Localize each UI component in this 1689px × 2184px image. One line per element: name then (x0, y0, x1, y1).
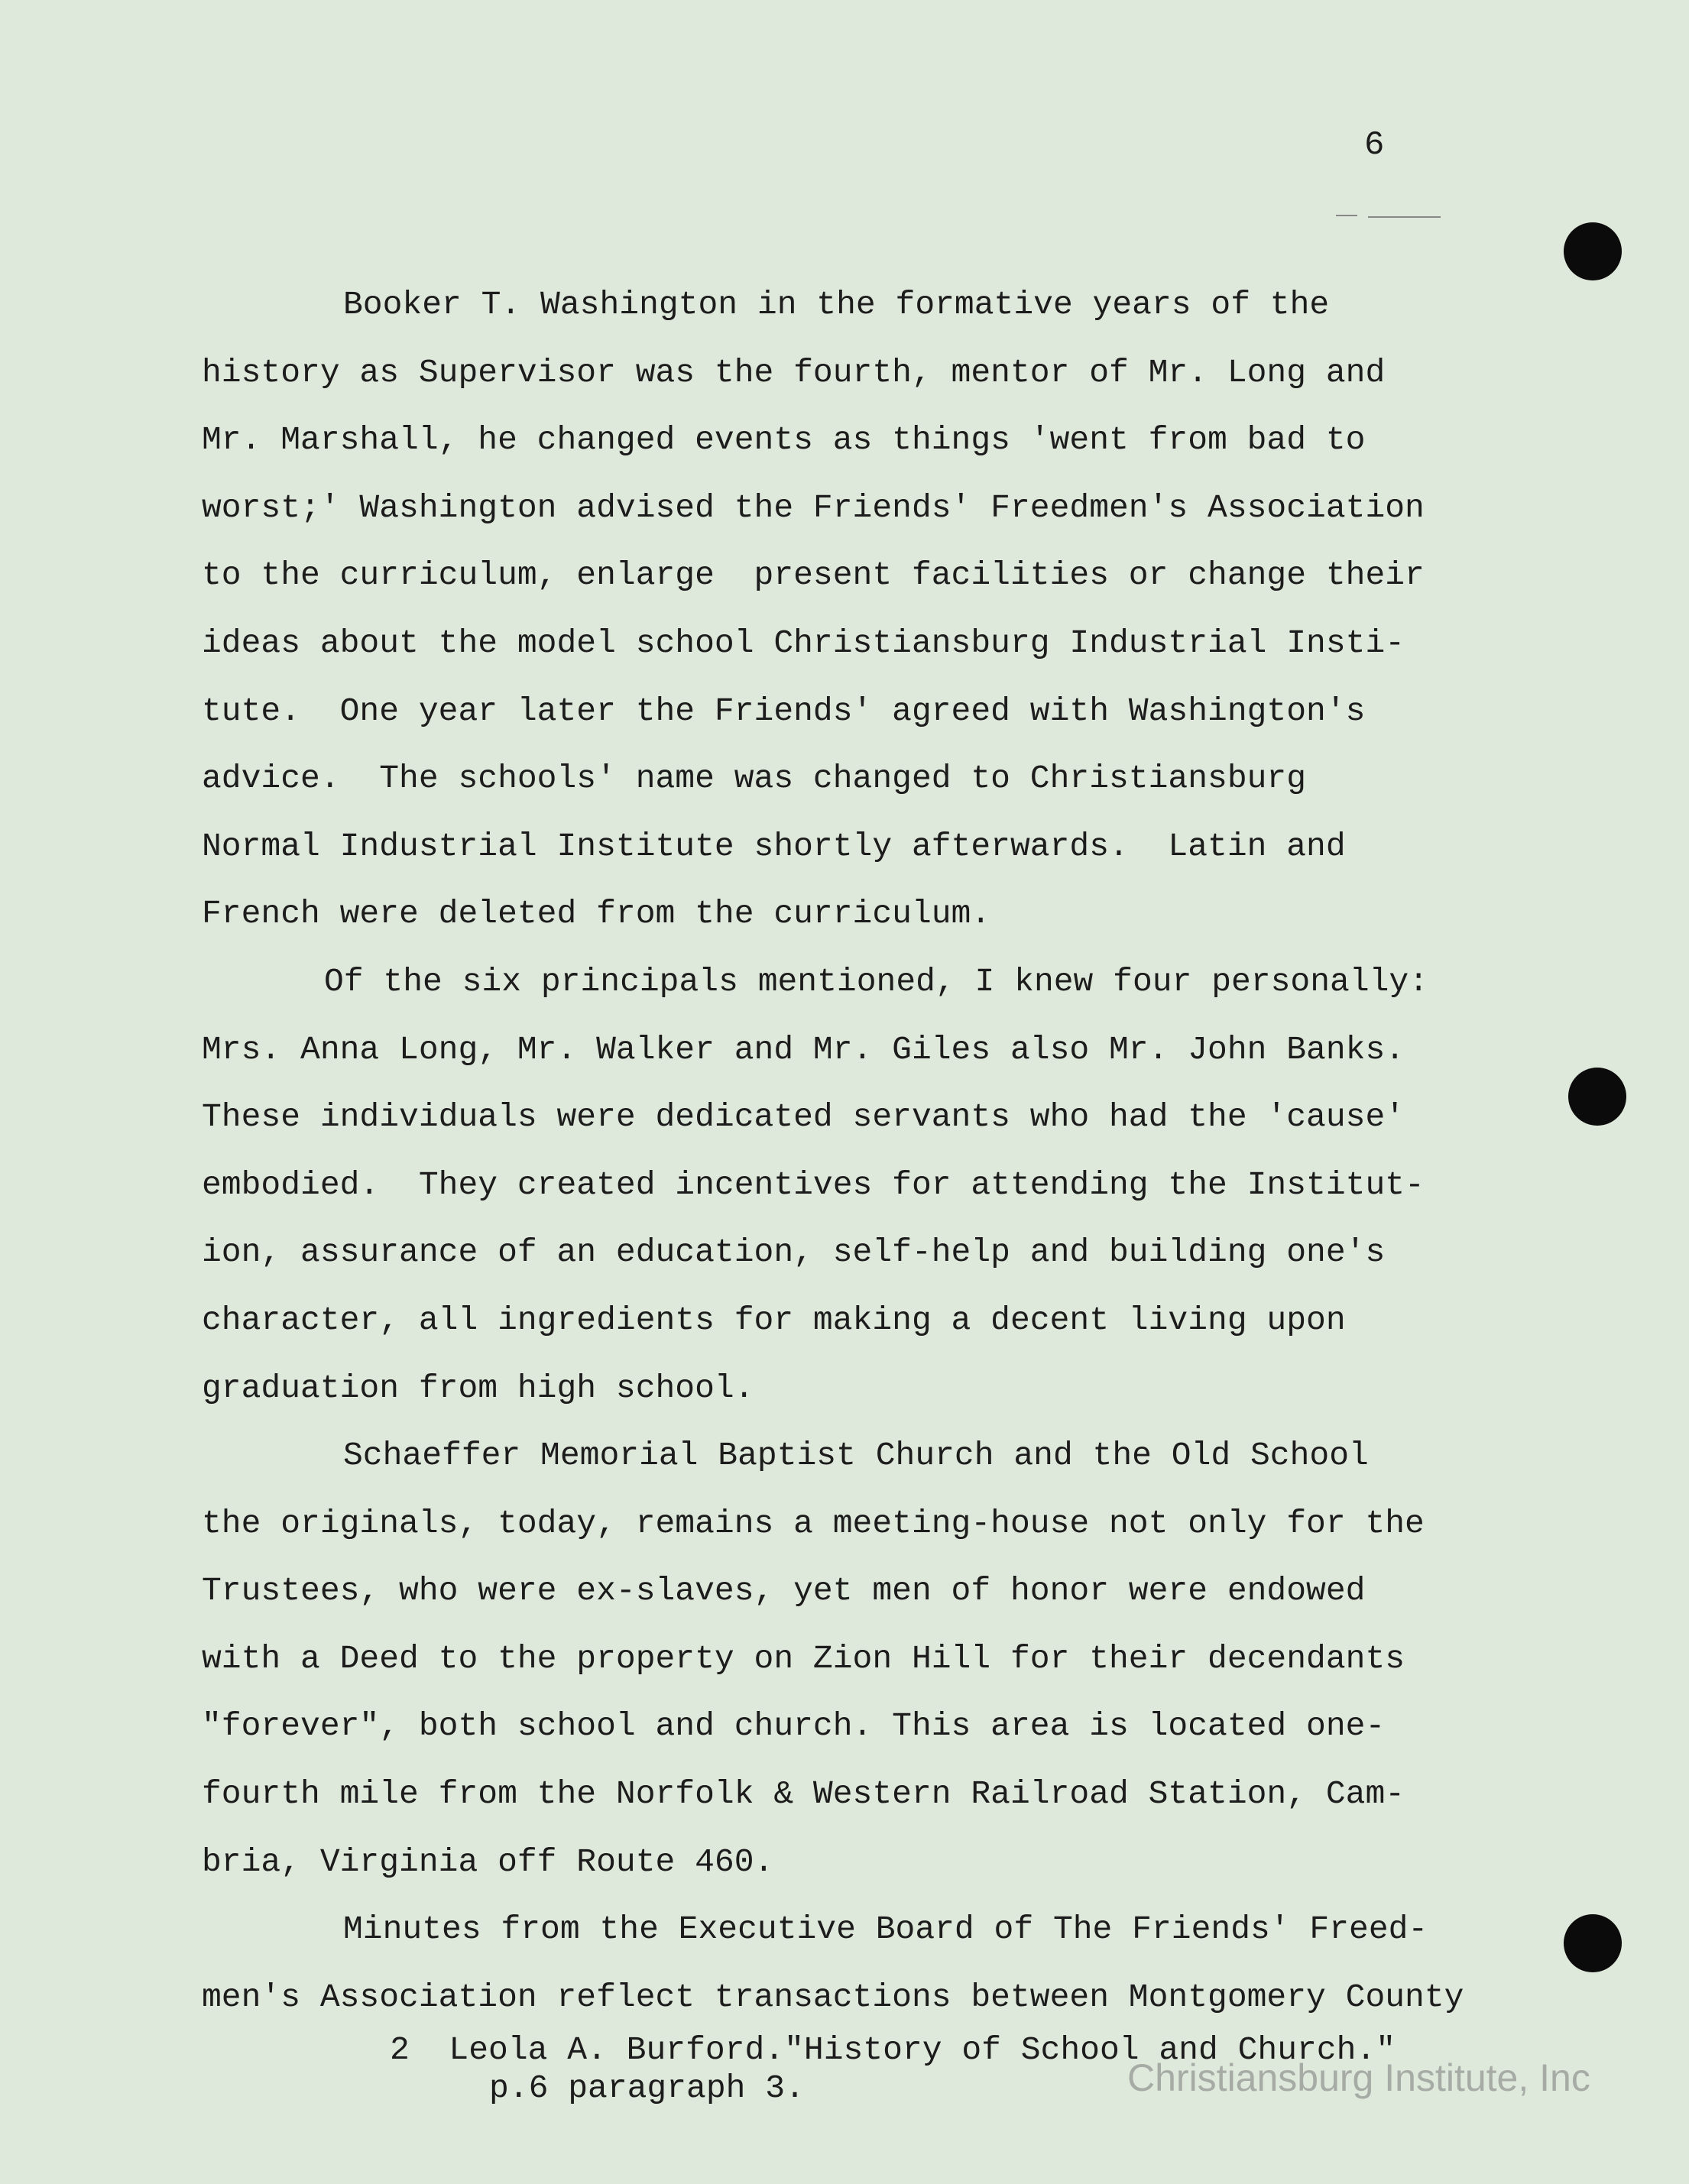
paragraph-3-line: bria, Virginia off Route 460. (202, 1842, 774, 1881)
paragraph-3-line: fourth mile from the Norfolk & Western Railroad Station, Cam- (202, 1775, 1405, 1813)
watermark: Christiansburg Institute, Inc (1127, 2056, 1590, 2099)
paper-speck (1368, 216, 1441, 218)
footnote-citation: 2 Leola A. Burford."History of School and Church." (390, 2031, 1396, 2069)
paragraph-4-line: men's Association reflect transactions between Montgomery County (202, 1978, 1464, 2016)
paragraph-2-line: character, all ingredients for making a decent living upon (202, 1301, 1346, 1339)
paragraph-1-line: tute. One year later the Friends' agreed with Washington's (202, 692, 1366, 730)
paragraph-2-line: These individuals were dedicated servants who had the 'cause' (202, 1098, 1405, 1136)
footnote-page-reference: p.6 paragraph 3. (489, 2069, 805, 2107)
punch-hole-middle (1568, 1068, 1626, 1126)
paragraph-1-line: advice. The schools' name was changed to Christiansburg (202, 760, 1307, 798)
paragraph-2-line: Mrs. Anna Long, Mr. Walker and Mr. Giles also Mr. John Banks. (202, 1030, 1405, 1068)
paragraph-1-line: history as Supervisor was the fourth, mentor of Mr. Long and (202, 353, 1386, 391)
paragraph-3-line: with a Deed to the property on Zion Hill for their decendants (202, 1639, 1405, 1677)
paragraph-1-line: French were deleted from the curriculum. (202, 895, 991, 933)
paragraph-3-line: Schaeffer Memorial Baptist Church and the Old School (343, 1437, 1369, 1475)
paragraph-3-line: Trustees, who were ex-slaves, yet men of honor were endowed (202, 1572, 1366, 1610)
paragraph-2-line: Of the six principals mentioned, I knew four personally: (324, 962, 1429, 1000)
paragraph-1-line: Booker T. Washington in the formative years of the (343, 286, 1330, 323)
paragraph-3-line: "forever", both school and church. This area is located one- (202, 1707, 1386, 1745)
paper-speck (1336, 215, 1357, 216)
punch-hole-bottom (1564, 1914, 1622, 1972)
paragraph-2-line: graduation from high school. (202, 1369, 754, 1407)
paragraph-1-line: ideas about the model school Christiansburg Industrial Insti- (202, 624, 1405, 662)
paragraph-1-line: Normal Industrial Institute shortly afterwards. Latin and (202, 827, 1346, 865)
page-number: 6 (1364, 126, 1385, 164)
punch-hole-top (1564, 222, 1622, 280)
document-body (202, 271, 1532, 2031)
paragraph-2-line: ion, assurance of an education, self-help and building one's (202, 1233, 1386, 1272)
paragraph-4-line: Minutes from the Executive Board of The Friends' Freed- (343, 1910, 1428, 1949)
paragraph-2-line: embodied. They created incentives for attending the Institut- (202, 1165, 1425, 1204)
paragraph-1-line: worst;' Washington advised the Friends' Freedmen's Association (202, 488, 1425, 527)
paragraph-1-line: to the curriculum, enlarge present facilities or change their (202, 556, 1425, 595)
paragraph-1-line: Mr. Marshall, he changed events as things 'went from bad to (202, 421, 1366, 459)
paragraph-3-line: the originals, today, remains a meeting-house not only for the (202, 1504, 1425, 1542)
